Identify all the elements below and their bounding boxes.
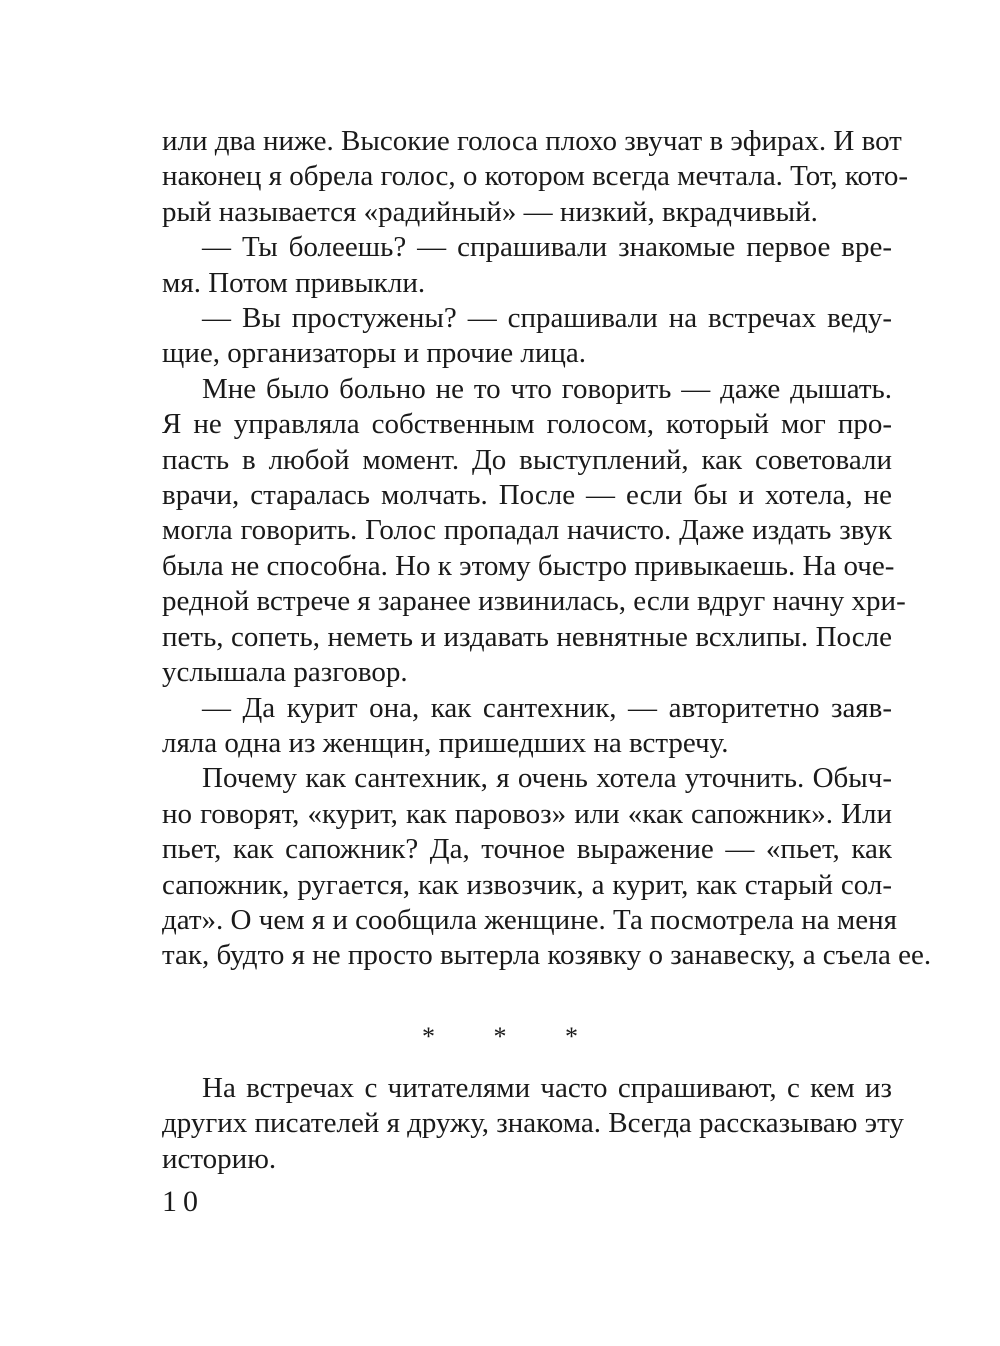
text-line: ляла одна из женщин, пришедших на встречу. — [162, 726, 729, 759]
text-line: врачи, старалась молчать. После — если бы и хотела, не — [162, 479, 892, 512]
text-line: Я не управляла собственным голосом, который мог про- — [162, 408, 892, 441]
text-line: сапожник, ругается, как извозчик, а курит, как старый сол- — [162, 868, 892, 901]
text-line: — Вы простужены? — спрашивали на встречах веду- — [202, 302, 892, 335]
text-line: рый называется «радийный» — низкий, вкрадчивый. — [162, 195, 818, 228]
text-line: пасть в любой момент. До выступлений, как советовали — [162, 443, 892, 476]
text-line: щие, организаторы и прочие лица. — [162, 337, 587, 370]
text-line: пьет, как сапожник? Да, точное выражение — «пьет, как — [162, 833, 892, 866]
text-line: могла говорить. Голос пропадал начисто. Даже издать звук — [162, 514, 892, 547]
text-line: — Да курит она, как сантехник, — авторитетно заяв- — [202, 691, 892, 724]
after-text — [162, 1071, 904, 1177]
page-number: 10 — [162, 1185, 204, 1218]
text-line: петь, сопеть, неметь и издавать невнятные всхлипы. После — [162, 620, 892, 653]
text-line: наконец я обрела голос, о котором всегда мечтала. Тот, кото- — [162, 160, 909, 193]
text-line: дат». О чем я и сообщила женщине. Та посмотрела на меня — [162, 903, 897, 936]
text-line: — Ты болеешь? — спрашивали знакомые первое вре- — [202, 231, 892, 264]
text-line: мя. Потом привыкли. — [162, 266, 426, 299]
text-line: других писателей я дружу, знакома. Всегда рассказываю эту — [162, 1107, 904, 1140]
text-line: историю. — [162, 1142, 277, 1175]
text-line: но говорят, «курит, как паровоз» или «как сапожник». Или — [162, 797, 892, 830]
text-line: На встречах с читателями часто спрашивают, с кем из — [202, 1072, 892, 1104]
text-line: услышала разговор. — [162, 656, 408, 689]
main-text — [162, 124, 932, 974]
text-line: так, будто я не просто вытерла козявку о занавеску, а съела ее. — [162, 939, 932, 972]
text-line: была не способна. Но к этому быстро привыкаешь. На оче- — [162, 549, 895, 582]
section-separator: * * * — [422, 1022, 604, 1051]
text-line: Мне было больно не то что говорить — даже дышать. — [202, 372, 892, 405]
text-line: или два ниже. Высокие голоса плохо звучат в эфирах. И вот — [162, 125, 902, 157]
text-line: Почему как сантехник, я очень хотела уточнить. Обыч- — [202, 762, 892, 795]
text-line: редной встрече я заранее извинилась, если вдруг начну хри- — [162, 585, 906, 618]
